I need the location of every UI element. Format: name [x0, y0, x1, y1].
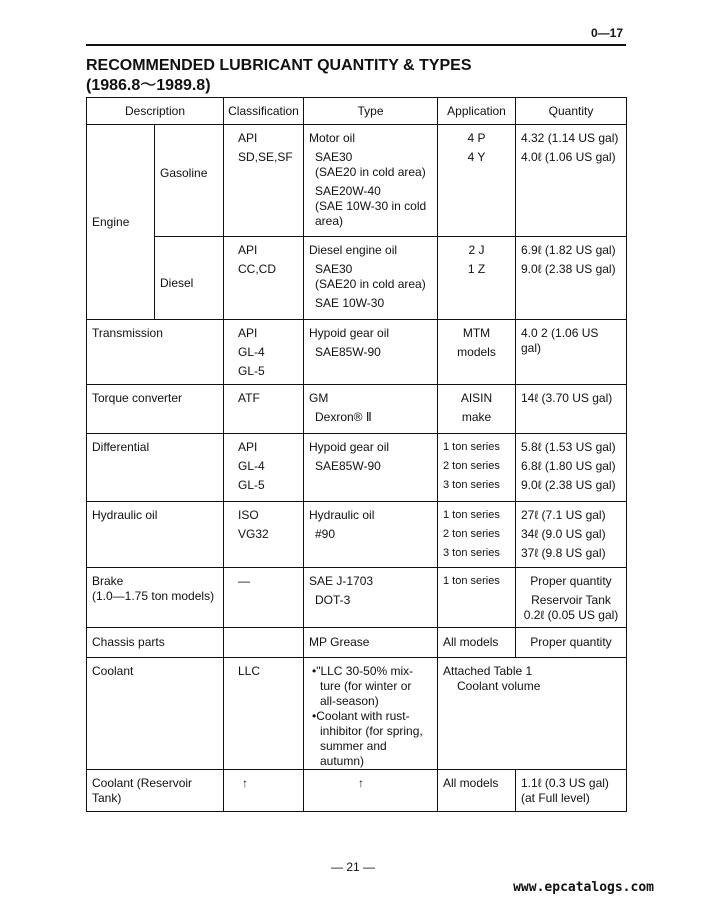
- page-number: — 21 —: [330, 860, 375, 874]
- differential-type: Hypoid gear oil SAE85W-90: [304, 434, 438, 502]
- table-row: [87, 320, 627, 385]
- gasoline-application: 4 P 4 Y: [438, 125, 516, 237]
- header-type: Type: [304, 98, 438, 125]
- table-row: [87, 237, 627, 320]
- table-row: [87, 770, 627, 812]
- gasoline-label: Gasoline: [155, 125, 224, 237]
- watermark: www.epcatalogs.com: [513, 880, 654, 895]
- table-row: [87, 125, 627, 237]
- header-quantity: Quantity: [516, 98, 627, 125]
- header-rule: [86, 44, 626, 46]
- brake-classification: —: [224, 568, 304, 628]
- coolant-label: Coolant: [87, 658, 224, 770]
- transmission-quantity: 4.0 2 (1.06 US gal): [516, 320, 627, 385]
- table-row: [87, 434, 627, 502]
- brake-application: 1 ton series: [438, 568, 516, 628]
- gasoline-type: Motor oil SAE30 (SAE20 in cold area) SAE20W-40 (SAE 10W-30 in cold area): [304, 125, 438, 237]
- coolant-classification: LLC: [224, 658, 304, 770]
- chassis-classification: [224, 628, 304, 658]
- lubricant-table: [86, 97, 627, 812]
- diesel-type: Diesel engine oil SAE30 (SAE20 in cold area) SAE 10W-30: [304, 237, 438, 320]
- coolant-reservoir-application: All models: [438, 770, 516, 812]
- page-title: [86, 56, 472, 96]
- hydraulic-classification: ISO VG32: [224, 502, 304, 568]
- header-classification: Classification: [224, 98, 304, 125]
- transmission-classification: API GL-4 GL-5: [224, 320, 304, 385]
- coolant-reservoir-type: ↑: [304, 770, 438, 812]
- table-row: [87, 385, 627, 434]
- title-line-1: RECOMMENDED LUBRICANT QUANTITY & TYPES: [86, 57, 472, 74]
- brake-type: SAE J-1703 DOT-3: [304, 568, 438, 628]
- hydraulic-label: Hydraulic oil: [87, 502, 224, 568]
- header-row: [87, 98, 627, 125]
- coolant-reservoir-label: Coolant (Reservoir Tank): [87, 770, 224, 812]
- brake-label: Brake (1.0—1.75 ton models): [87, 568, 224, 628]
- diesel-quantity: 6.9ℓ (1.82 US gal) 9.0ℓ (2.38 US gal): [516, 237, 627, 320]
- chassis-type: MP Grease: [304, 628, 438, 658]
- torque-converter-quantity: 14ℓ (3.70 US gal): [516, 385, 627, 434]
- table-row: [87, 568, 627, 628]
- chassis-label: Chassis parts: [87, 628, 224, 658]
- coolant-application: Attached Table 1 Coolant volume: [438, 658, 627, 770]
- header-description: Description: [87, 98, 224, 125]
- diesel-application: 2 J 1 Z: [438, 237, 516, 320]
- differential-classification: API GL-4 GL-5: [224, 434, 304, 502]
- coolant-reservoir-classification: ↑: [224, 770, 304, 812]
- coolant-reservoir-quantity: 1.1ℓ (0.3 US gal) (at Full level): [516, 770, 627, 812]
- diesel-label: Diesel: [155, 237, 224, 320]
- table-row: [87, 502, 627, 568]
- gasoline-quantity: 4.32 (1.14 US gal) 4.0ℓ (1.06 US gal): [516, 125, 627, 237]
- gasoline-classification: API SD,SE,SF: [224, 125, 304, 237]
- differential-label: Differential: [87, 434, 224, 502]
- hydraulic-application: 1 ton series 2 ton series 3 ton series: [438, 502, 516, 568]
- transmission-label: Transmission: [87, 320, 224, 385]
- torque-converter-classification: ATF: [224, 385, 304, 434]
- header-application: Application: [438, 98, 516, 125]
- transmission-type: Hypoid gear oil SAE85W-90: [304, 320, 438, 385]
- brake-quantity: Proper quantity Reservoir Tank 0.2ℓ (0.05 US gal): [516, 568, 627, 628]
- hydraulic-quantity: 27ℓ (7.1 US gal) 34ℓ (9.0 US gal) 37ℓ (9.8 US gal): [516, 502, 627, 568]
- page-code: 0—17: [590, 26, 623, 40]
- diesel-classification: API CC,CD: [224, 237, 304, 320]
- torque-converter-type: GM Dexron® Ⅱ: [304, 385, 438, 434]
- engine-label: Engine: [87, 125, 155, 320]
- table-row: [87, 658, 627, 770]
- chassis-quantity: Proper quantity: [516, 628, 627, 658]
- table-row: [87, 628, 627, 658]
- title-line-2: (1986.8～1989.8): [86, 77, 211, 94]
- torque-converter-label: Torque converter: [87, 385, 224, 434]
- chassis-application: All models: [438, 628, 516, 658]
- hydraulic-type: Hydraulic oil #90: [304, 502, 438, 568]
- differential-quantity: 5.8ℓ (1.53 US gal) 6.8ℓ (1.80 US gal) 9.0ℓ (2.38 US gal): [516, 434, 627, 502]
- differential-application: 1 ton series 2 ton series 3 ton series: [438, 434, 516, 502]
- torque-converter-application: AISIN make: [438, 385, 516, 434]
- transmission-application: MTM models: [438, 320, 516, 385]
- coolant-type: •"LLC 30-50% mix- ture (for winter or all-season) •Coolant with rust- inhibitor (for spring, summer and autumn): [304, 658, 438, 770]
